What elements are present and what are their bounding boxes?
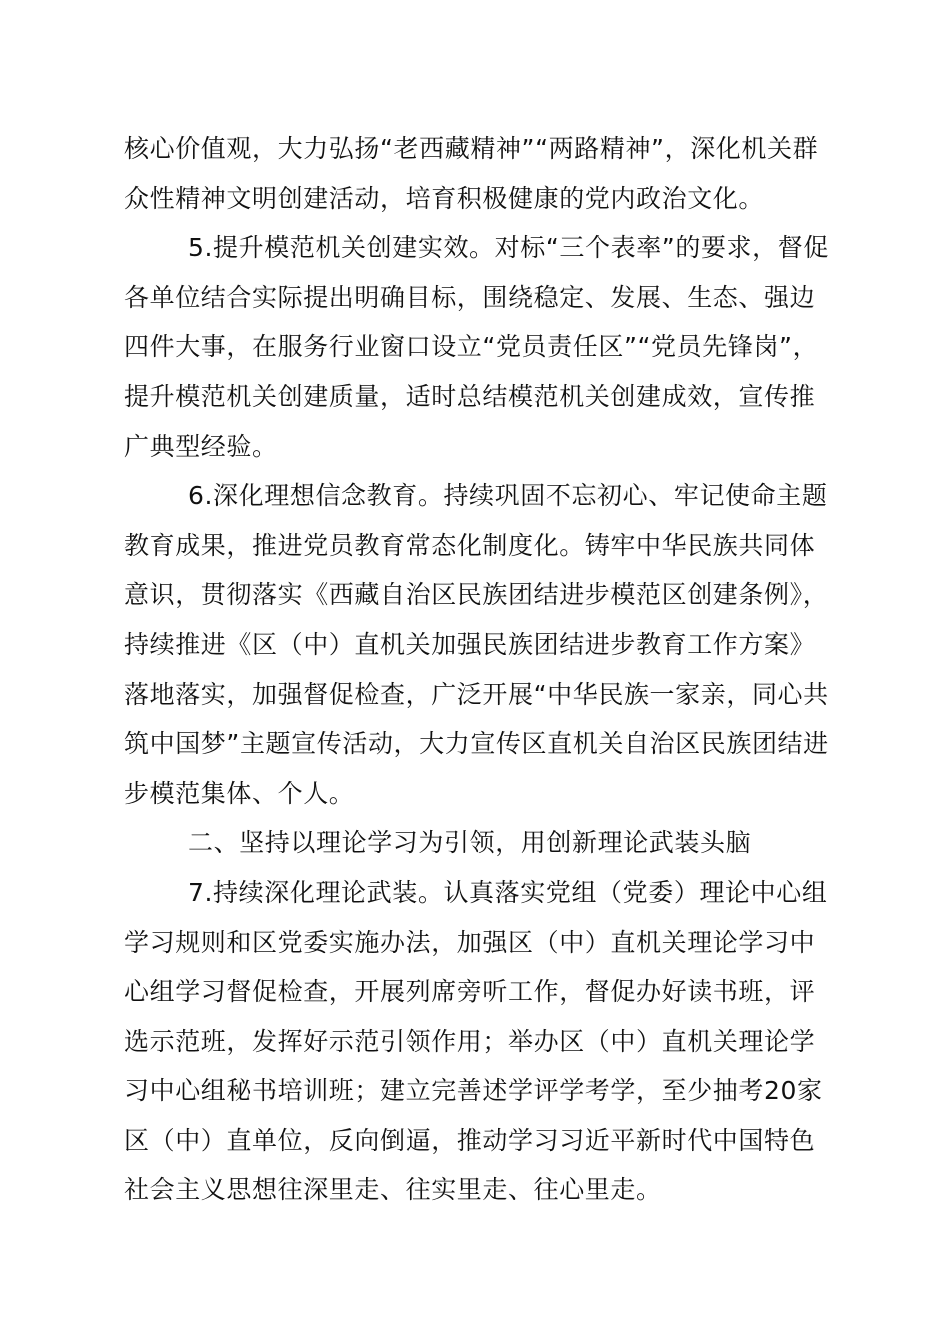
section-heading: 二、坚持以理论学习为引领，用创新理论武装头脑 xyxy=(188,828,752,858)
text-line: 5.提升模范机关创建实效。对标“三个表率”的要求，督促 xyxy=(188,233,829,263)
text-line: 持续推进《区（中）直机关加强民族团结进步教育工作方案》 xyxy=(124,629,816,659)
text-line: 核心价值观，大力弘扬“老西藏精神”“两路精神”，深化机关群 xyxy=(124,134,819,163)
text-line: 筑中国梦”主题宣传活动，大力宣传区直机关自治区民族团结进 xyxy=(124,729,829,759)
text-line: 7.持续深化理论武装。认真落实党组（党委）理论中心组 xyxy=(188,877,828,907)
text-line: 众性精神文明创建活动，培育积极健康的党内政治文化。 xyxy=(124,183,765,213)
text-line: 广典型经验。 xyxy=(124,431,278,461)
text-line: 意识，贯彻落实《西藏自治区民族团结进步模范区创建条例》， xyxy=(124,580,829,610)
text-line: 落地落实，加强督促检查，广泛开展“中华民族一家亲，同心共 xyxy=(124,679,829,709)
text-line: 选示范班，发挥好示范引领作用；举办区（中）直机关理论学 xyxy=(124,1026,816,1056)
text-line: 教育成果，推进党员教育常态化制度化。铸牢中华民族共同体 xyxy=(124,530,816,560)
text-line: 6.深化理想信念教育。持续巩固不忘初心、牢记使命主题 xyxy=(188,481,828,511)
text-line: 学习规则和区党委实施办法，加强区（中）直机关理论学习中 xyxy=(124,927,816,957)
text-line: 步模范集体、个人。 xyxy=(124,778,355,808)
text-line: 区（中）直单位，反向倒逼，推动学习习近平新时代中国特色 xyxy=(124,1125,816,1155)
text-line: 四件大事，在服务行业窗口设立“党员责任区”“党员先锋岗”， xyxy=(124,332,819,362)
text-line: 心组学习督促检查，开展列席旁听工作，督促办好读书班，评 xyxy=(124,977,816,1007)
text-line: 社会主义思想往深里走、往实里走、往心里走。 xyxy=(124,1175,662,1205)
text-line: 提升模范机关创建质量，适时总结模范机关创建成效，宣传推 xyxy=(124,381,816,411)
document-body xyxy=(124,124,844,1215)
text-line: 习中心组秘书培训班；建立完善述学评学考学，至少抽考20家 xyxy=(124,1076,823,1106)
text-line: 各单位结合实际提出明确目标，围绕稳定、发展、生态、强边 xyxy=(124,282,816,312)
